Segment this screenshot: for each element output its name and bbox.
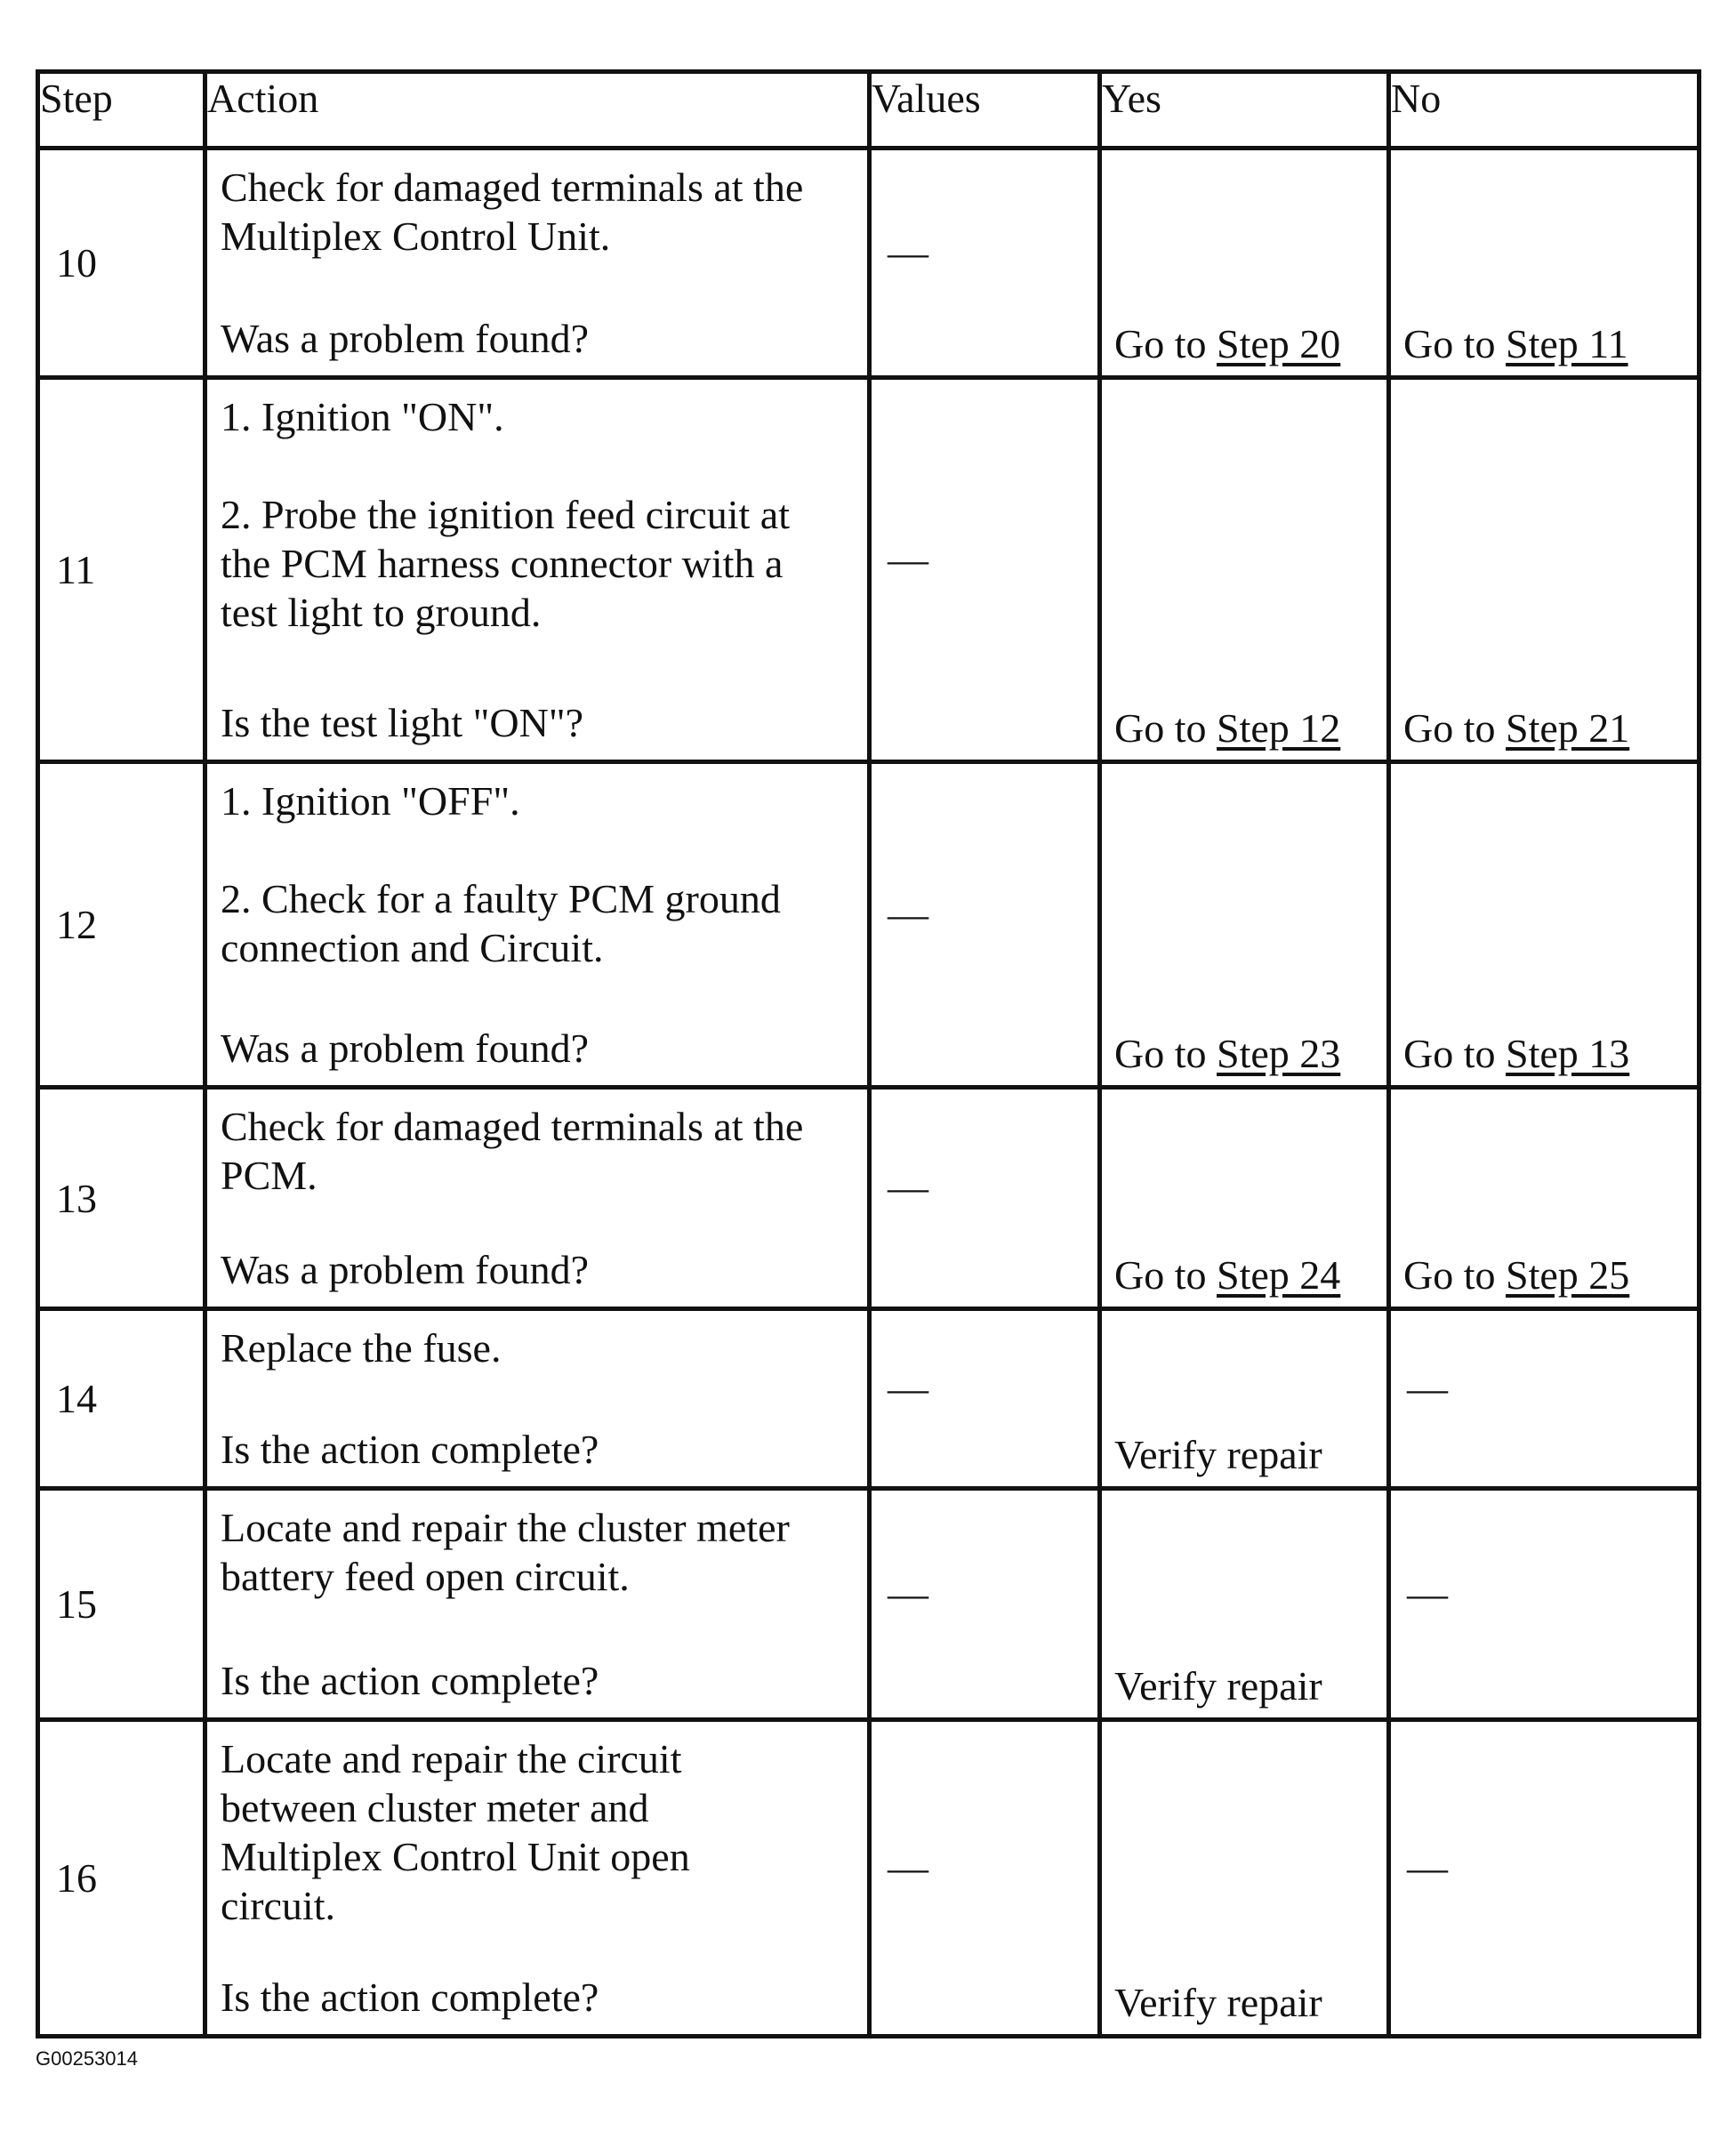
yes-text: Verify repair [1114, 1432, 1322, 1477]
action-line [221, 825, 855, 874]
action-line: Check for damaged terminals at the [221, 1104, 804, 1149]
table-row [38, 378, 1700, 762]
yes-cell [1100, 1489, 1389, 1720]
values-cell [870, 1720, 1100, 2037]
values-cell [870, 378, 1100, 762]
action-cell [205, 149, 870, 378]
document-id: G00253014 [36, 2047, 138, 2070]
no-cell [1389, 378, 1700, 762]
values-dash: — [888, 535, 927, 582]
values-cell [870, 1309, 1100, 1489]
table-row [38, 1088, 1700, 1309]
header-no: No [1389, 72, 1700, 149]
diagnostic-table [36, 69, 1701, 2038]
yes-prefix: Go to [1114, 1252, 1217, 1298]
yes-step-link[interactable]: Step 23 [1217, 1031, 1341, 1076]
action-line: test light to ground. [221, 590, 542, 635]
action-line: 1. Ignition "ON". [221, 394, 504, 439]
action-line [221, 441, 855, 490]
table-row [38, 1720, 1700, 2037]
action-line: circuit. [221, 1883, 335, 1928]
action-cell [205, 762, 870, 1088]
table-row [38, 762, 1700, 1088]
action-line: the PCM harness connector with a [221, 541, 784, 586]
action-question: Was a problem found? [221, 1025, 589, 1071]
action-line: Locate and repair the circuit [221, 1736, 682, 1781]
yes-text: Verify repair [1114, 1663, 1322, 1709]
no-step-link[interactable]: Step 13 [1506, 1031, 1630, 1076]
no-prefix: Go to [1403, 1252, 1506, 1298]
table-row [38, 149, 1700, 378]
no-prefix: Go to [1403, 321, 1506, 366]
action-cell [205, 1309, 870, 1489]
values-cell [870, 1088, 1100, 1309]
action-line: Multiplex Control Unit open [221, 1834, 690, 1879]
action-cell [205, 1489, 870, 1720]
step-number: 13 [38, 1088, 205, 1309]
yes-step-link[interactable]: Step 24 [1217, 1252, 1341, 1298]
action-line: between cluster meter and [221, 1785, 649, 1830]
step-number: 14 [38, 1309, 205, 1489]
yes-step-link[interactable]: Step 20 [1217, 321, 1341, 366]
header-values: Values [870, 72, 1100, 149]
action-line: PCM. [221, 1153, 317, 1198]
no-prefix: Go to [1403, 705, 1506, 751]
values-dash: — [888, 890, 927, 937]
header-yes: Yes [1100, 72, 1389, 149]
values-dash: — [888, 1844, 927, 1890]
yes-step-link[interactable]: Step 12 [1217, 705, 1341, 751]
no-cell [1389, 1309, 1700, 1489]
yes-cell [1100, 378, 1389, 762]
no-cell [1389, 1489, 1700, 1720]
yes-text: Verify repair [1114, 1980, 1322, 2025]
header-row [38, 72, 1700, 149]
yes-prefix: Go to [1114, 321, 1217, 366]
table-row [38, 1309, 1700, 1489]
action-question: Is the action complete? [221, 1974, 599, 2020]
yes-cell [1100, 1720, 1389, 2037]
action-line: connection and Circuit. [221, 925, 604, 970]
yes-prefix: Go to [1114, 705, 1217, 751]
action-line: battery feed open circuit. [221, 1554, 630, 1599]
values-cell [870, 762, 1100, 1088]
no-step-link[interactable]: Step 25 [1506, 1252, 1630, 1298]
no-prefix: Go to [1403, 1031, 1506, 1076]
step-number: 15 [38, 1489, 205, 1720]
action-line: Replace the fuse. [221, 1325, 502, 1371]
yes-cell [1100, 1088, 1389, 1309]
action-question: Is the action complete? [221, 1658, 599, 1703]
no-step-link[interactable]: Step 21 [1506, 705, 1630, 751]
action-question: Is the test light "ON"? [221, 700, 584, 745]
action-question: Was a problem found? [221, 1247, 589, 1292]
action-cell [205, 1088, 870, 1309]
values-dash: — [888, 1364, 927, 1411]
header-step: Step [38, 72, 205, 149]
action-line: 1. Ignition "OFF". [221, 778, 520, 824]
yes-cell [1100, 149, 1389, 378]
values-dash: — [888, 1164, 927, 1210]
values-cell [870, 149, 1100, 378]
action-cell [205, 378, 870, 762]
action-question: Was a problem found? [221, 316, 589, 361]
values-dash: — [888, 229, 927, 275]
no-step-link[interactable]: Step 11 [1506, 321, 1628, 366]
no-cell [1389, 149, 1700, 378]
no-dash: — [1407, 1570, 1446, 1616]
yes-cell [1100, 1309, 1389, 1489]
action-line: Check for damaged terminals at the [221, 165, 804, 210]
yes-prefix: Go to [1114, 1031, 1217, 1076]
no-dash: — [1407, 1364, 1446, 1411]
action-line: 2. Check for a faulty PCM ground [221, 876, 781, 921]
action-cell [205, 1720, 870, 2037]
values-cell [870, 1489, 1100, 1720]
action-line: 2. Probe the ignition feed circuit at [221, 492, 790, 537]
no-cell [1389, 762, 1700, 1088]
table-row [38, 1489, 1700, 1720]
no-dash: — [1407, 1844, 1446, 1890]
header-action: Action [205, 72, 870, 149]
action-line: Locate and repair the cluster meter [221, 1505, 790, 1550]
step-number: 16 [38, 1720, 205, 2037]
no-cell [1389, 1088, 1700, 1309]
step-number: 12 [38, 762, 205, 1088]
yes-cell [1100, 762, 1389, 1088]
no-cell [1389, 1720, 1700, 2037]
action-question: Is the action complete? [221, 1427, 599, 1472]
action-line: Multiplex Control Unit. [221, 213, 611, 259]
step-number: 10 [38, 149, 205, 378]
values-dash: — [888, 1570, 927, 1616]
step-number: 11 [38, 378, 205, 762]
